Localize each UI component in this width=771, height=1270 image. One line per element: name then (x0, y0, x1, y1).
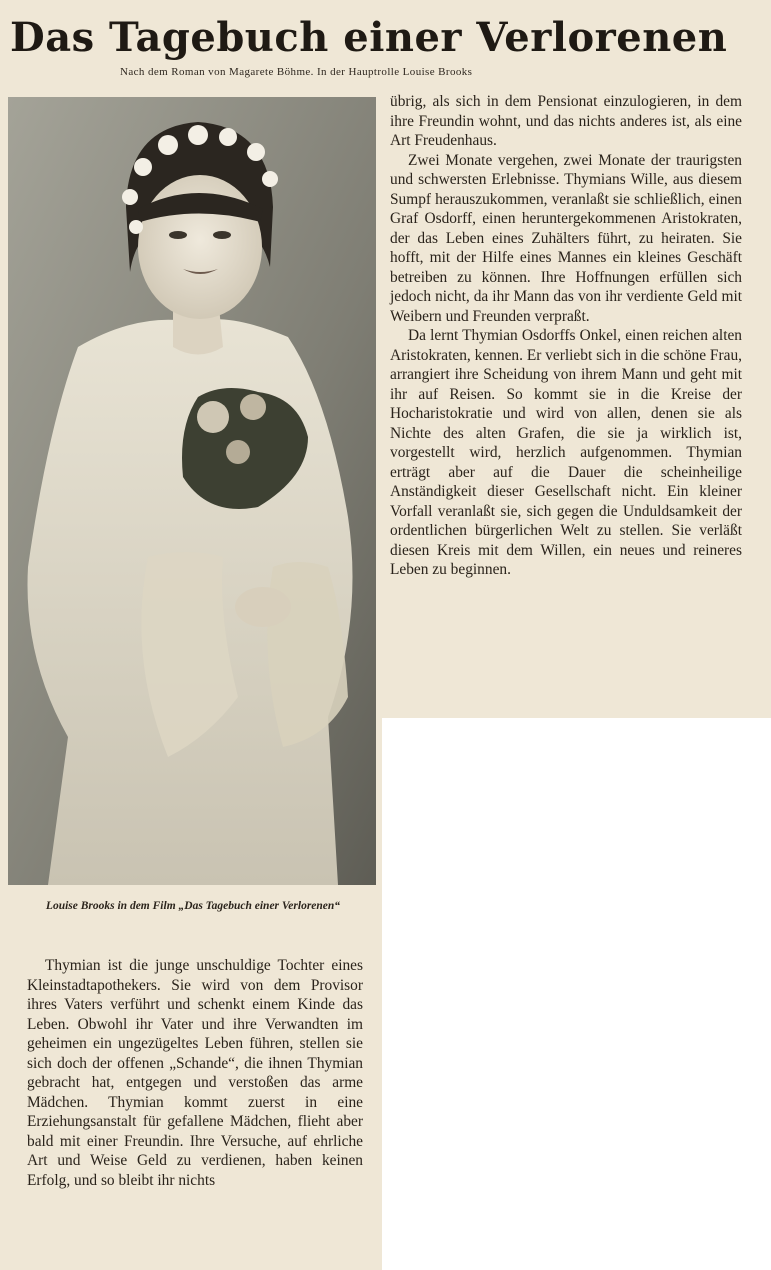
portrait-photo (8, 97, 376, 885)
paragraph: Thymian ist die junge unschuldige Tochter eines Kleinstadtapothekers. Sie wird von dem Provisor ihres Vaters verführt und schenkt einem Kinde das Leben. Obwohl ihr Vater und ihre Verwandten im geheimen ein ungezügeltes Leben führen, stellen sie sich doch der offenen „Schande“, die ihnen Thymian gebracht hat, entgegen und verstoßen das arme Mädchen. Thymian kommt zuerst in eine Erziehungsanstalt für gefallene Mädchen, flieht aber bald mit einer Freundin. Ihre Versuche, auf ehrliche Art und Weise Geld zu verdienen, haben keinen Erfolg, und so bleibt ihr nichts (27, 957, 363, 1189)
paragraph: übrig, als sich in dem Pensionat einzulogieren, in dem ihre Freundin wohnt, und das nichts anderes ist, als eine Art Freudenhaus. (390, 93, 742, 149)
photo-caption: Louise Brooks in dem Film „Das Tagebuch einer Verlorenen“ (45, 900, 341, 912)
article-title: Das Tagebuch einer Verlorenen (10, 14, 728, 61)
article-column-right (390, 92, 742, 580)
paragraph: Da lernt Thymian Osdorffs Onkel, einen reichen alten Aristokraten, kennen. Er verliebt sich in die schöne Frau, arrangiert ihre Scheidung von ihrem Mann und geht mit ihr auf Reisen. So kommt sie in die Kreise der Hocharistokratie und wird von allen, denen sie als Nichte des alten Grafen, die sie ja wirklich ist, vorgestellt wird, herzlich aufgenommen. Thymian erträgt aber auf die Dauer die scheinheilige Anständigkeit dieser Gesellschaft nicht. Ein kleiner Vorfall veranlaßt sie, sich gegen die Unduldsamkeit der ordentlichen bürgerlichen Welt zu stellen. Sie verläßt diesen Kreis mit dem Willen, ein neues und reineres Leben zu beginnen. (390, 327, 742, 578)
article-subtitle: Nach dem Roman von Magarete Böhme. In der Hauptrolle Louise Brooks (120, 66, 473, 78)
paragraph: Zwei Monate vergehen, zwei Monate der traurigsten und schwersten Erlebnisse. Thymians Wille, aus diesem Sumpf herauszukommen, veranlaßt sie schließlich, einen Graf Osdorff, einen heruntergekommenen Aristokraten, der das Leben eines Zuhälters führt, zu heiraten. Sie hofft, mit der Hilfe eines Mannes ein kleines Geschäft betreiben zu können. Ihre Hoffnungen erfüllen sich jedoch nicht, da ihr Mann das von ihr verdiente Geld mit Weibern und Freunden verpraßt. (390, 151, 742, 325)
article-column-left (27, 956, 363, 1190)
